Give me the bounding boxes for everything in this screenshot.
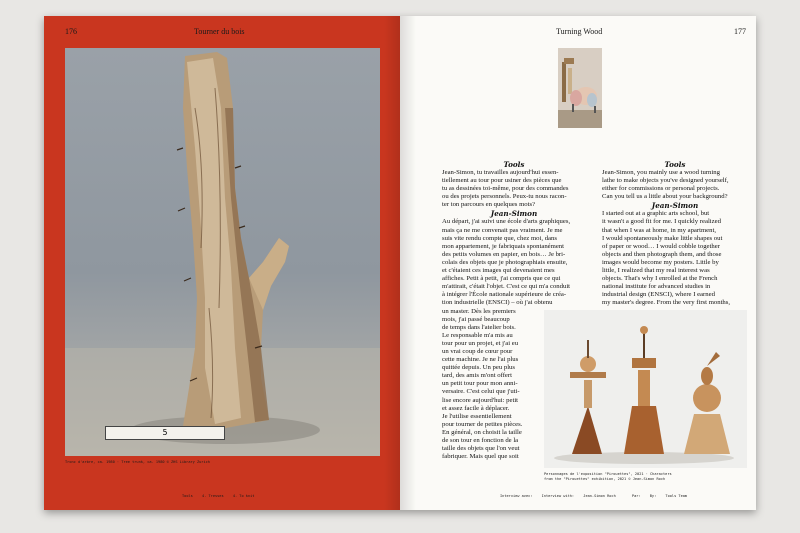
scale-marker: [105, 426, 225, 440]
text-line: mon appartement, je fabriquais spontanément: [442, 242, 565, 250]
footer-chapter-fr: 4. Tresses: [202, 494, 224, 498]
text-line: images would become my posters. Little by: [602, 258, 719, 266]
caption-line: Personnages de l'exposition "Pirouettes", 2021 · Characters: [544, 472, 672, 476]
text-line: ter ton parcours en quelques mots?: [442, 201, 536, 209]
text-line: colais des objets que je photographiais ensuite,: [442, 258, 568, 266]
photo-caption-left: Tronc d'arbre, ca. 1980 · Tree trunk, ca. 1980 © ZHS Library Zurich: [65, 460, 210, 464]
text-line: it wasn't a good fit for me. I quickly realized: [602, 218, 721, 226]
right-page: [400, 16, 756, 510]
text-line: un petit tour pour mon anni-: [442, 380, 518, 388]
footer-section: Tools: [182, 494, 193, 498]
text-line: little, I realized that my real interest was: [602, 267, 710, 275]
text-line: ou des projets personnels. Peux-tu nous racon-: [442, 193, 567, 201]
text-line: taille des objets que l'on veut: [442, 445, 520, 453]
text-line: Jean-Simon, tu travailles aujourd'hui essen-: [442, 169, 559, 176]
text-line: Can you tell us a little about your background?: [602, 193, 728, 201]
text-line: cette machine. Je ne l'ai plus: [442, 356, 519, 364]
footer-interview-label-en: Interview with:: [541, 494, 575, 498]
text-line: industrial design (ENSCI), where I earned: [602, 291, 715, 299]
wooden-giraffe-toy-photo: [558, 48, 602, 128]
page-number-left: 176: [65, 27, 77, 36]
text-line: suis vite rendu compte que, chez moi, dans: [442, 234, 557, 242]
text-line: tiellement au tour pour usiner des pièces que: [442, 177, 562, 185]
text-line: En général, on choisit la taille: [442, 428, 522, 436]
text-line: of paper or wood… I would cobble together: [602, 242, 720, 250]
text-line: national institute for advanced studies in: [602, 283, 711, 291]
text-line: un master. Dès les premiers: [442, 307, 516, 315]
running-head-left: Tourner du bois: [194, 27, 245, 36]
text-line: versaire. C'est celui que j'uti-: [442, 388, 520, 396]
wooden-figures-photo: [544, 310, 747, 468]
text-line: m'attirait, c'était l'objet. C'est ce qui m'a conduit: [442, 283, 571, 291]
text-line: objects. That's why I enrolled at the French: [602, 275, 718, 283]
text-line: objects and then photograph them, and those: [602, 250, 722, 258]
tree-trunk-photo: [65, 48, 380, 456]
running-head-right: Turning Wood: [556, 27, 603, 36]
footer-by-label-fr: Par:: [631, 494, 641, 498]
text-line: Jean-Simon, you mainly use a wood turning: [602, 169, 720, 176]
text-line: affiches. Petit à petit, j'ai compris que ce qui: [442, 275, 561, 283]
text-line: tard, des amis m'ont offert: [442, 372, 512, 380]
text-line: et assez facile à déplacer.: [442, 404, 510, 412]
text-line: Je l'utilise essentiellement: [442, 412, 512, 420]
question-text: [602, 169, 748, 201]
text-line: à intégrer l'École nationale supérieure de créa-: [442, 291, 567, 299]
text-line: lathe to make objects you've designed yourself,: [602, 177, 729, 185]
text-line: I started out at a graphic arts school, but: [602, 210, 710, 218]
text-line: that when I was at home, in my apartment,: [602, 226, 717, 234]
speaker-label: Tools: [503, 160, 525, 169]
text-line: un vrai coup de cœur pour: [442, 347, 513, 355]
question-text: [442, 169, 586, 209]
left-page: [44, 16, 400, 510]
text-line: des petits volumes en papier, en bois… Je bri-: [442, 250, 566, 258]
text-line: fabriquer. Mais quel que soit: [442, 453, 519, 461]
footer-interviewee: Jean-Simon Roch: [583, 494, 616, 498]
interview-column-english: [602, 160, 748, 308]
text-line: Le responsable m'a mis au: [442, 331, 513, 339]
text-line: tu as dessinées toi-même, pour des commandes: [442, 185, 569, 193]
text-line: mais ça ne me convenait pas vraiment. Je me: [442, 226, 563, 234]
answer-text: [602, 210, 748, 307]
footer-chapter-en: 4. To knit: [232, 494, 255, 498]
caption-line: from the "Pirouettes" exhibition, 2021 © Jean-Simon Roch: [544, 477, 666, 481]
footer-left: [182, 494, 261, 498]
page-gutter-shadow: [384, 16, 416, 510]
text-line: de temps dans l'atelier bois.: [442, 323, 516, 331]
text-line: de son tour en fonction de la: [442, 437, 519, 444]
speaker-label: Jean-Simon: [651, 201, 699, 211]
text-line: Au départ, j'ai suivi une école d'arts graphiques,: [442, 218, 571, 226]
scale-marker-number: 5: [162, 428, 168, 437]
magazine-spread: [44, 16, 756, 510]
text-line: quittée depuis. Un peu plus: [442, 364, 515, 372]
text-line: I would spontaneously make little shapes out: [602, 234, 723, 242]
footer-interview-label-fr: Interview avec:: [500, 494, 533, 498]
text-line: pour tourner de petites pièces.: [442, 420, 523, 428]
speaker-label: Tools: [664, 160, 686, 169]
page-number-right: 177: [734, 27, 746, 36]
footer-interviewer: Tools Team: [665, 494, 688, 498]
text-line: tion industrielle (ENSCI) – où j'ai obtenu: [442, 299, 553, 307]
text-line: mois, j'ai passé beaucoup: [442, 315, 510, 323]
footer-by-label-en: By:: [649, 494, 657, 498]
photo-caption-right: [544, 472, 749, 482]
text-line: et c'étaient ces images qui devenaient mes: [442, 267, 555, 275]
text-line: tour pour un projet, et j'ai eu: [442, 339, 519, 347]
speaker-label: Jean-Simon: [490, 209, 538, 219]
footer-right: [500, 494, 694, 498]
text-line: either for commissions or personal projects.: [602, 185, 720, 193]
text-line: lise encore aujourd'hui: petit: [442, 396, 519, 404]
text-line: my master's degree. From the very first months,: [602, 299, 731, 307]
